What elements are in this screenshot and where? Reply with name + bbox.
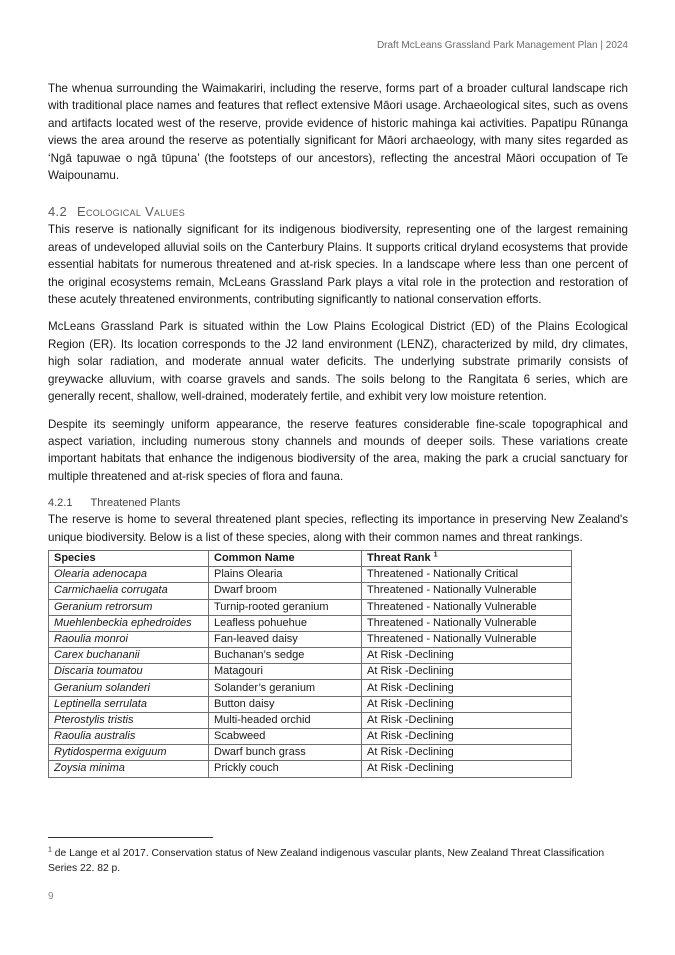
cell-common-name: Fan-leaved daisy <box>209 631 362 647</box>
cell-common-name: Scabweed <box>209 729 362 745</box>
table-header-row <box>49 550 572 566</box>
cell-common-name: Dwarf bunch grass <box>209 745 362 761</box>
table-row <box>49 599 572 615</box>
cell-common-name: Dwarf broom <box>209 583 362 599</box>
cell-common-name: Leafless pohuehue <box>209 615 362 631</box>
footnote-ref[interactable]: 1 <box>433 551 438 559</box>
cell-threat-rank: At Risk -Declining <box>362 745 572 761</box>
table-row <box>49 712 572 728</box>
section-heading <box>48 204 628 219</box>
table-row <box>49 696 572 712</box>
table-row <box>49 631 572 647</box>
cell-species: Geranium solanderi <box>49 680 209 696</box>
table-row <box>49 615 572 631</box>
subsection-heading <box>48 497 628 509</box>
cell-threat-rank: Threatened - Nationally Vulnerable <box>362 583 572 599</box>
intro-paragraph: The whenua surrounding the Waimakariri, including the reserve, forms part of a broader cultural landscape rich with traditional place names and features that reflect extensive Māori usage. Archaeological sites, such as ovens and artifacts located west of the reserve, provide evidence of historic mahinga kai activities. Papatipu Rūnanga views the area around the reserve as potentially significant for Māori archaeology, with many sites regarded as ‘Ngā tapuwae o ngā tūpuna’ (the footsteps of our ancestors), reflecting the ancestral Māori occupation of Te Waipounamu. <box>48 82 628 183</box>
cell-species: Olearia adenocapa <box>49 567 209 583</box>
cell-threat-rank: Threatened - Nationally Critical <box>362 567 572 583</box>
section-paragraph-3: Despite its seemingly uniform appearance, the reserve features considerable fine-scale topographical and aspect variation, including numerous stony channels and mounds of deeper soils. These variations create important habitats that enhance the indigenous biodiversity of the area, making the park a crucial sanctuary for multiple threatened and at-risk species of flora and fauna. <box>48 417 628 483</box>
cell-common-name: Multi-headed orchid <box>209 712 362 728</box>
section-number: 4.2 <box>48 204 67 220</box>
footnote-marker: 1 <box>48 846 52 854</box>
running-header: Draft McLeans Grassland Park Management Plan | 2024 <box>376 40 628 51</box>
table-row <box>49 583 572 599</box>
header-threat-rank <box>362 550 572 566</box>
cell-threat-rank: At Risk -Declining <box>362 664 572 680</box>
section-paragraph-1: This reserve is nationally significant for its indigenous biodiversity, representing one of the largest remaining areas of undeveloped alluvial soils on the Canterbury Plains. It supports critical dryland ecosystems that provide essential habitats for numerous threatened and at-risk species. In a landscape where less than one percent of the original ecosystems remain, McLeans Grassland Park plays a vital role in the protection and restoration of these acutely threatened environments, contributing significantly to national conservation efforts. <box>48 223 628 307</box>
cell-threat-rank: At Risk -Declining <box>362 648 572 664</box>
cell-species: Carex buchananii <box>49 648 209 664</box>
cell-species: Carmichaelia corrugata <box>49 583 209 599</box>
subsection-number: 4.2.1 <box>48 497 73 510</box>
cell-common-name: Buchanan’s sedge <box>209 648 362 664</box>
cell-common-name: Prickly couch <box>209 761 362 777</box>
subsection-title: Threatened Plants <box>90 497 181 510</box>
table-row <box>49 664 572 680</box>
table-row <box>49 680 572 696</box>
cell-threat-rank: At Risk -Declining <box>362 696 572 712</box>
cell-threat-rank: Threatened - Nationally Vulnerable <box>362 615 572 631</box>
table-row <box>49 567 572 583</box>
cell-threat-rank: Threatened - Nationally Vulnerable <box>362 631 572 647</box>
header-common-name: Common Name <box>209 550 362 566</box>
cell-species: Raoulia australis <box>49 729 209 745</box>
threatened-plants-table <box>48 550 572 778</box>
table-body <box>49 567 572 777</box>
footnote-text: de Lange et al 2017. Conservation status of New Zealand indigenous vascular plants, New Zealand Threat Classification Series 22. 82 p. <box>48 848 605 874</box>
page-number: 9 <box>48 891 54 902</box>
cell-threat-rank: At Risk -Declining <box>362 761 572 777</box>
header-threat-rank-label: Threat Rank <box>367 552 431 565</box>
cell-species: Geranium retrorsum <box>49 599 209 615</box>
table-row <box>49 729 572 745</box>
cell-common-name: Matagouri <box>209 664 362 680</box>
subsection-paragraph: The reserve is home to several threatened plant species, reflecting its importance in preserving New Zealand's unique biodiversity. Below is a list of these species, along with their common names and threat rankings. <box>48 513 628 544</box>
section-title: Ecological Values <box>76 204 186 220</box>
cell-species: Pterostylis tristis <box>49 712 209 728</box>
header-species: Species <box>49 550 209 566</box>
cell-species: Leptinella serrulata <box>49 696 209 712</box>
cell-species: Raoulia monroi <box>49 631 209 647</box>
cell-common-name: Button daisy <box>209 696 362 712</box>
cell-common-name: Plains Olearia <box>209 567 362 583</box>
table-row <box>49 648 572 664</box>
cell-threat-rank: Threatened - Nationally Vulnerable <box>362 599 572 615</box>
cell-common-name: Turnip-rooted geranium <box>209 599 362 615</box>
cell-species: Discaria toumatou <box>49 664 209 680</box>
table-row <box>49 745 572 761</box>
cell-species: Rytidosperma exiguum <box>49 745 209 761</box>
cell-species: Muehlenbeckia ephedroides <box>49 615 209 631</box>
section-paragraph-2: McLeans Grassland Park is situated within the Low Plains Ecological District (ED) of the Plains Ecological Region (ER). Its location corresponds to the J2 land environment (LENZ), characterized by mild, dry climates, high solar radiation, and moderate annual water deficits. The underlying substrate primarily consists of greywacke alluvium, with coarse gravels and sands. The soils belong to the Rangitata 6 series, which are generally recent, shallow, well-drained, moderately fertile, and exhibit very low moisture retention. <box>48 320 628 404</box>
page-body <box>48 80 628 778</box>
cell-common-name: Solander’s geranium <box>209 680 362 696</box>
table-row <box>49 761 572 777</box>
cell-threat-rank: At Risk -Declining <box>362 680 572 696</box>
footnote <box>48 846 633 876</box>
footnote-divider <box>48 837 213 838</box>
cell-threat-rank: At Risk -Declining <box>362 712 572 728</box>
cell-species: Zoysia minima <box>49 761 209 777</box>
cell-threat-rank: At Risk -Declining <box>362 729 572 745</box>
